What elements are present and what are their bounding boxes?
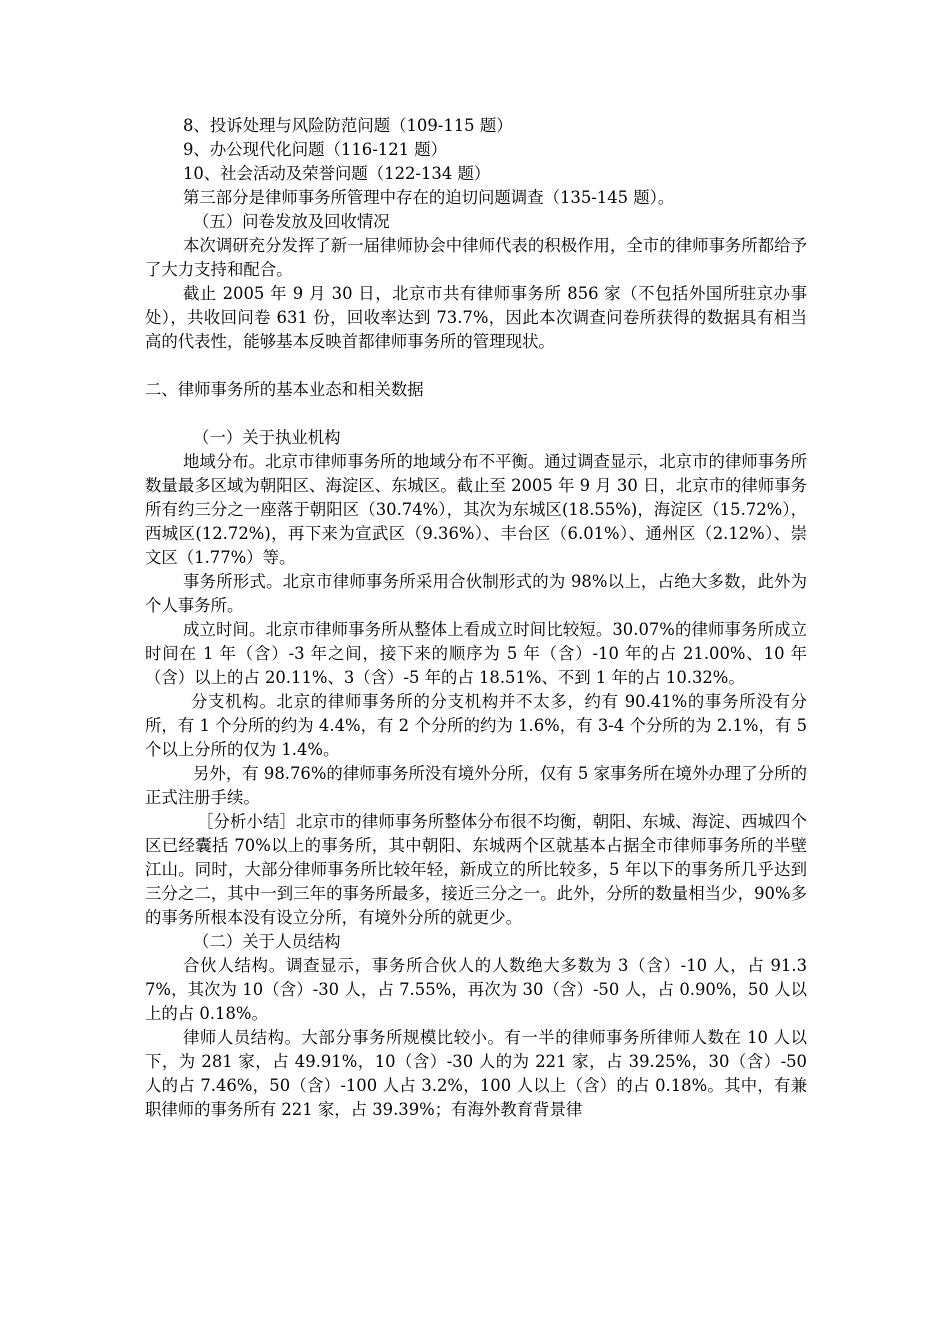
sub-heading-practice-institutions: （一）关于执业机构 — [193, 428, 341, 447]
paragraph-questionnaire-return: 截止 2005 年 9 月 30 日，北京市共有律师事务所 856 家（不包括外国所驻京办事处），共收回问卷 631 份，回收率达到 73.7%，因此本次调查问卷所获得的数据具有相当高的代表性，能够基本反映首都律师事务所的管理现状。 — [145, 284, 807, 351]
paragraph-research-support: 本次调研充分发挥了新一届律师协会中律师代表的积极作用，全市的律师事务所都给予了大力支持和配合。 — [145, 236, 807, 279]
list-item-complaint-handling: 8、投诉处理与风险防范问题（109-115 题） — [183, 116, 513, 135]
paragraph-establishment-time: 成立时间。北京市律师事务所从整体上看成立时间比较短。30.07%的律师事务所成立时间在 1 年（含）-3 年之间，接下来的顺序为 5 年（含）-10 年的占 21.00%、10 年（含）以上的占 20.11%、3（含）-5 年的占 18.51%、不到 1 年的占 10.32%。 — [145, 620, 807, 687]
paragraph-overseas-branches: 另外，有 98.76%的律师事务所没有境外分所，仅有 5 家事务所在境外办理了分所的正式注册手续。 — [145, 764, 807, 807]
list-item-part-three: 第三部分是律师事务所管理中存在的迫切问题调查（135-145 题）。 — [183, 188, 675, 207]
list-item-social-activities: 10、社会活动及荣誉问题（122-134 题） — [183, 164, 491, 183]
paragraph-branch-offices: 分支机构。北京的律师事务所的分支机构并不太多，约有 90.41%的事务所没有分所，有 1 个分所的约为 4.4%，有 2 个分所的约为 1.6%，有 3-4 个分所的为 2.1%，有 5 个以上分所的仅为 1.4%。 — [145, 692, 807, 759]
section-heading-basic-business: 二、律师事务所的基本业态和相关数据 — [145, 380, 424, 399]
sub-heading-questionnaire-distribution: （五）问卷发放及回收情况 — [193, 212, 390, 231]
paragraph-analysis-summary: ［分析小结］北京市的律师事务所整体分布很不均衡，朝阳、东城、海淀、西城四个区已经囊括 70%以上的事务所，其中朝阳、东城两个区就基本占据全市律师事务所的半壁江山。同时，大部分律师事务所比较年轻，新成立的所比较多，5 年以下的事务所几乎达到三分之二，其中一到三年的事务所最多，接近三分之一。此外，分所的数量相当少，90%多的事务所根本没有设立分所，有境外分所的就更少。 — [145, 812, 807, 927]
paragraph-firm-form: 事务所形式。北京市律师事务所采用合伙制形式的为 98%以上，占绝大多数，此外为个人事务所。 — [145, 572, 807, 615]
paragraph-regional-distribution: 地域分布。北京市律师事务所的地域分布不平衡。通过调查显示，北京市的律师事务所数量最多区域为朝阳区、海淀区、东城区。截止至 2005 年 9 月 30 日，北京市的律师事务所有约三分之一座落于朝阳区（30.74%），其次为东城区(18.55%)，海淀区（15.72%），西城区(12.72%)，再下来为宣武区（9.36%）、丰台区（6.01%）、通州区（2.12%）、崇文区（1.77%）等。 — [145, 452, 807, 567]
paragraph-partner-structure: 合伙人结构。调查显示，事务所合伙人的人数绝大多数为 3（含）-10 人，占 91.37%，其次为 10（含）-30 人，占 7.55%，再次为 30（含）-50 人，占 0.90%，50 人以上的占 0.18%。 — [145, 956, 807, 1023]
sub-heading-personnel-structure: （二）关于人员结构 — [193, 932, 341, 951]
paragraph-lawyer-structure: 律师人员结构。大部分事务所规模比较小。有一半的律师事务所律师人数在 10 人以下，为 281 家，占 49.91%，10（含）-30 人的为 221 家，占 39.25%，30（含）-50 人的占 7.46%，50（含）-100 人占 3.2%，100 人以上（含）的占 0.18%。其中，有兼职律师的事务所有 221 家，占 39.39%；有海外教育背景律 — [145, 1028, 807, 1119]
list-item-office-modernization: 9、办公现代化问题（116-121 题） — [183, 140, 448, 159]
document-body — [145, 114, 807, 1122]
